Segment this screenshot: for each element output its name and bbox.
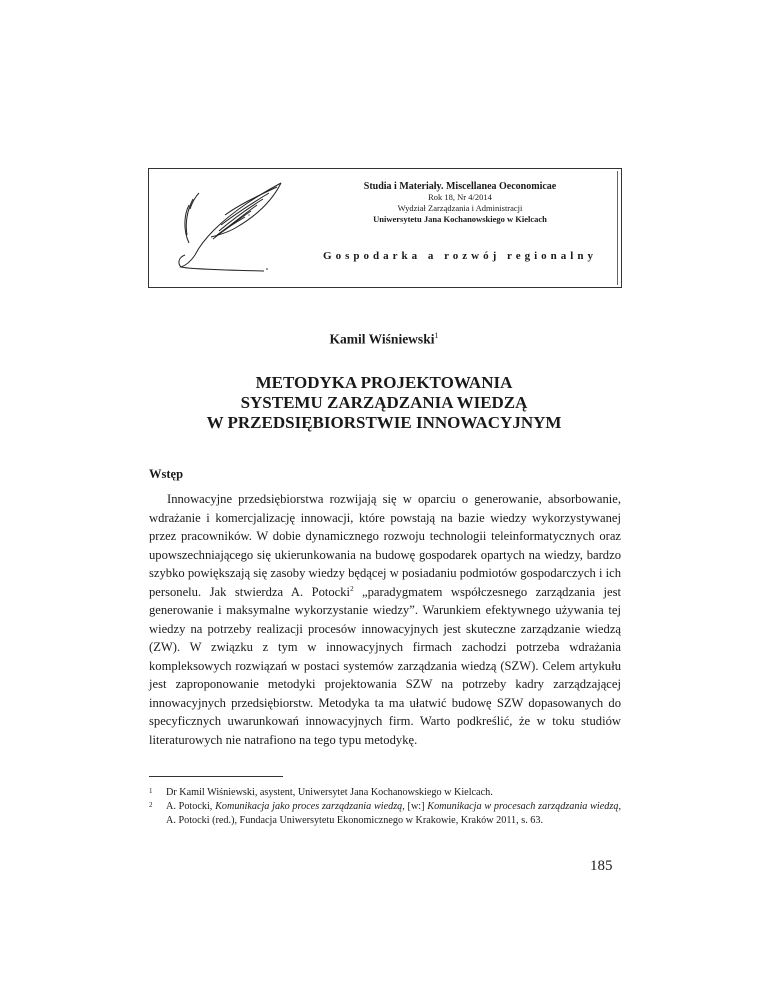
footnote-number: 2 bbox=[149, 801, 153, 809]
journal-info bbox=[299, 181, 621, 225]
quill-pen-icon bbox=[159, 175, 289, 280]
paragraph-text: „paradygmatem współczesnego zarządzania jest generowanie i maksymalne wykorzystanie wiedzy”. Warunkiem efektywnego używania tej wiedzy na potrzeby realizacji procesów innowacyjnych jest skuteczne zarządzanie wiedzą (ZW). W związku z tym w innowacyjnych firmach zachodzi potrzeba wdrażania kompleksowych rozwiązań w postaci systemów zarządzania wiedzą (SZW). Celem artykułu jest zaproponowanie metodyki projektowania SZW na potrzeby kadry zarządzającej innowacyjnych przedsiębiorstw. Metodyka ta ma ułatwić budowę SZW dopasowanych do specyficznych uwarunkowań innowacyjnych firm. Warto podkreślić, że w toku studiów literaturowych nie natrafiono na tego typu metodykę. bbox=[149, 584, 621, 747]
journal-header-box bbox=[148, 168, 622, 288]
section-heading: Wstęp bbox=[149, 467, 184, 481]
article-title-line: W PRZEDSIĘBIORSTWIE INNOWACYJNYM bbox=[206, 413, 562, 432]
footnote-text: Dr Kamil Wiśniewski, asystent, Uniwersytet Jana Kochanowskiego w Kielcach. bbox=[166, 787, 493, 798]
footnote-item bbox=[149, 800, 621, 828]
article-title-line: METODYKA PROJEKTOWANIA bbox=[255, 373, 513, 392]
article-title bbox=[0, 373, 768, 433]
journal-university: Uniwersytetu Jana Kochanowskiego w Kielcach bbox=[373, 214, 547, 224]
journal-faculty: Wydział Zarządzania i Administracji bbox=[397, 203, 523, 213]
footnotes bbox=[149, 786, 621, 828]
footnote-text: , A. Potocki (red.), Fundacja Uniwersytetu Ekonomicznego w Krakowie, Kraków 2011, s. 63. bbox=[166, 801, 621, 826]
footnote-italic-title: Komunikacja jako proces zarządzania wiedzą bbox=[215, 801, 403, 812]
author-name-text: Kamil Wiśniewski bbox=[329, 331, 435, 347]
footnote-text: A. Potocki, bbox=[166, 801, 216, 812]
footnote-number: 1 bbox=[149, 787, 153, 795]
journal-issue: Rok 18, Nr 4/2014 bbox=[428, 192, 492, 202]
paragraph-text: Innowacyjne przedsiębiorstwa rozwijają się w oparciu o generowanie, absorbowanie, wdrażanie i komercjalizację innowacji, które powstają na bazie wiedzy wykorzystywanej przez pracowników. W dobie dynamicznego rozwoju technologii teleinformatycznych oraz upowszechniającego się ukierunkowania na budowę gospodarek opartych na wiedzy, bardzo szybko powiększają się zasoby wiedzy będącej w posiadaniu podmiotów gospodarczych i ich personelu. Jak stwierdza A. Potocki bbox=[149, 492, 621, 599]
footnote-ref[interactable]: 2 bbox=[350, 584, 354, 593]
author-name bbox=[0, 331, 768, 348]
footnote-item bbox=[149, 786, 621, 800]
footnote-text: , [w:] bbox=[402, 801, 428, 812]
journal-title: Studia i Materiały. Miscellanea Oeconomicae bbox=[363, 181, 557, 192]
journal-section-name: Gospodarka a rozwój regionalny bbox=[323, 250, 597, 262]
page-number: 185 bbox=[590, 858, 613, 874]
footnote-separator bbox=[149, 776, 283, 777]
author-footnote-ref[interactable]: 1 bbox=[434, 331, 439, 340]
body-paragraph bbox=[149, 490, 621, 749]
article-title-line: SYSTEMU ZARZĄDZANIA WIEDZĄ bbox=[240, 393, 528, 412]
footnote-italic-title: Komunikacja w procesach zarządzania wiedzą bbox=[427, 801, 619, 812]
